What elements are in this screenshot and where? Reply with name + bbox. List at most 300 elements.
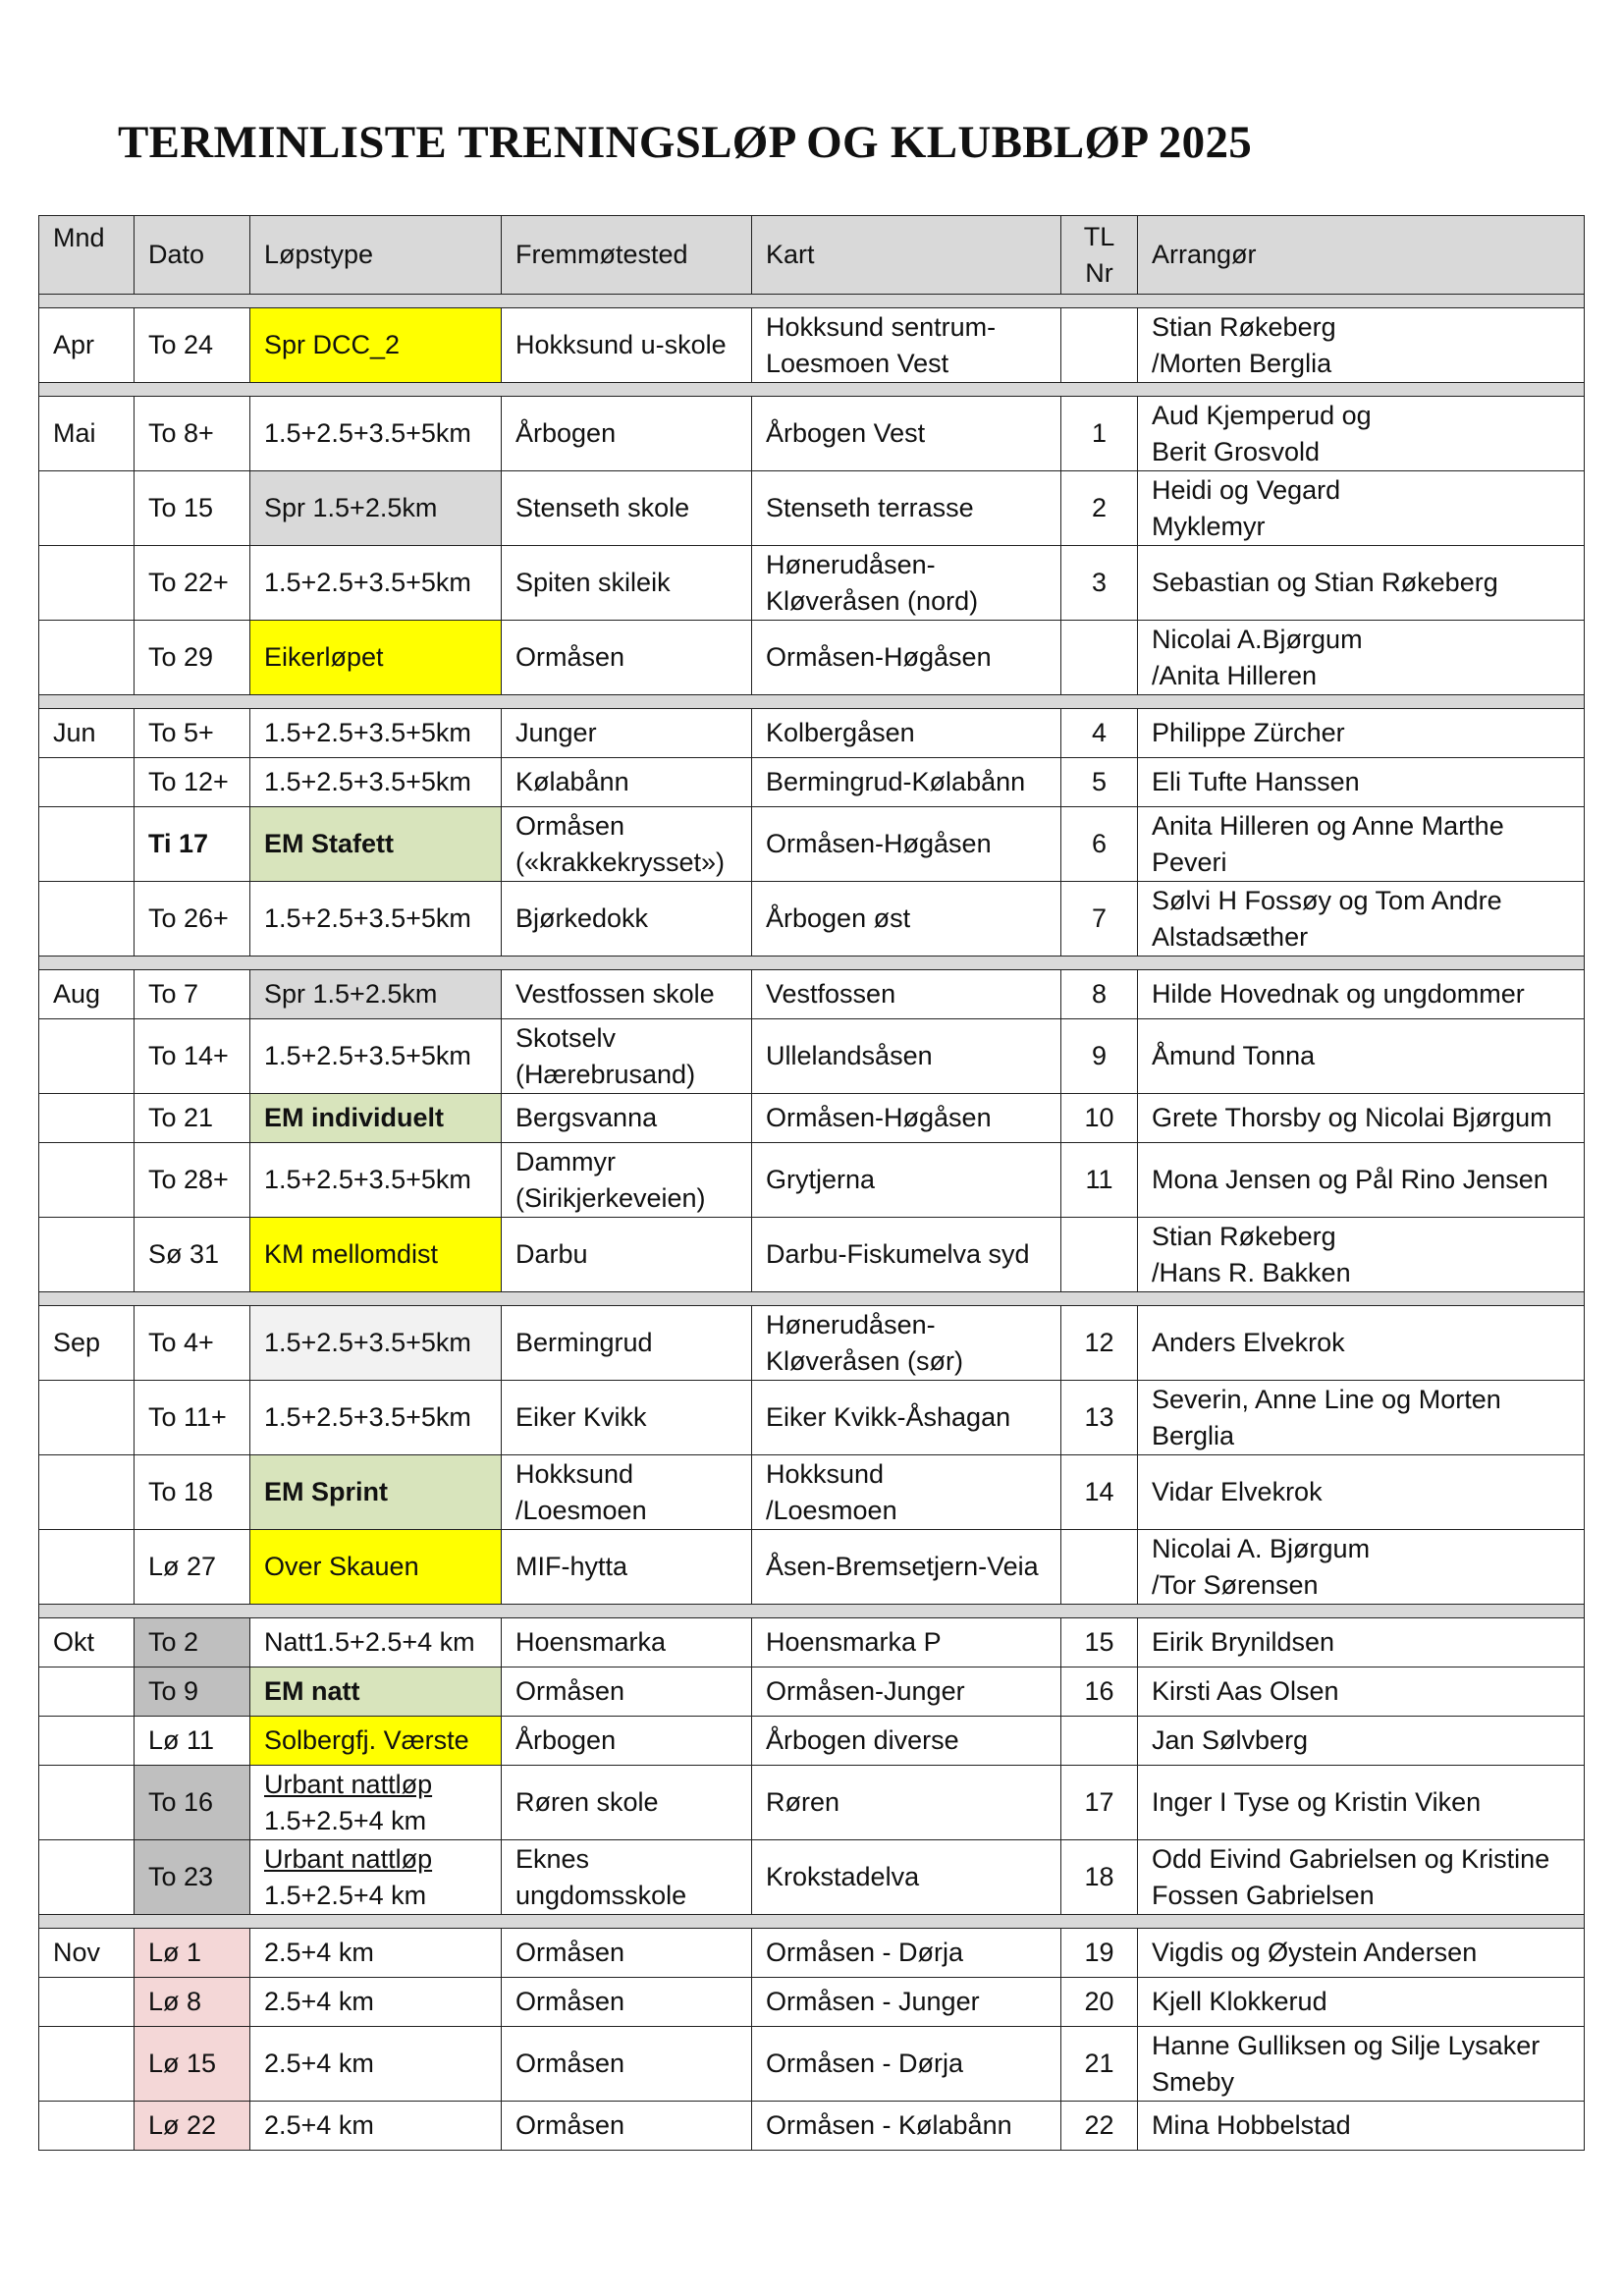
cell-kart-line: Hokksund bbox=[766, 1458, 885, 1489]
cell-lopstype-line: Over Skauen bbox=[264, 1552, 419, 1581]
cell-kart-line: Eiker Kvikk-Åshagan bbox=[766, 1402, 1011, 1432]
cell-kart-line: Hokksund sentrum- bbox=[766, 311, 997, 342]
cell-dato bbox=[135, 1530, 250, 1605]
cell-fremmotested bbox=[502, 1306, 752, 1381]
cell-fremmotested bbox=[502, 546, 752, 621]
cell-lopstype bbox=[250, 1306, 502, 1381]
cell-arrangor-line: Anita Hilleren og Anne Marthe bbox=[1152, 810, 1504, 841]
table-row bbox=[39, 1019, 1585, 1094]
cell-kart-line: Kløveråsen (nord) bbox=[766, 585, 979, 616]
cell-tl-nr bbox=[1061, 758, 1138, 807]
cell-fremmotested-line: /Loesmoen bbox=[515, 1495, 647, 1525]
cell-kart-line: Ormåsen-Junger bbox=[766, 1676, 965, 1706]
cell-tl-nr-line: 12 bbox=[1084, 1328, 1114, 1357]
cell-kart-line: Årbogen Vest bbox=[766, 418, 926, 448]
cell-tl-nr-line: 6 bbox=[1091, 829, 1108, 858]
cell-arrangor-line: Grete Thorsby og Nicolai Bjørgum bbox=[1152, 1103, 1552, 1132]
cell-arrangor bbox=[1138, 1717, 1585, 1766]
cell-fremmotested bbox=[502, 1618, 752, 1667]
separator-cell bbox=[39, 295, 1585, 308]
cell-dato bbox=[135, 397, 250, 471]
cell-dato bbox=[135, 621, 250, 695]
cell-arrangor-line: /Tor Sørensen bbox=[1152, 1569, 1319, 1600]
cell-lopstype-line: Spr 1.5+2.5km bbox=[264, 979, 438, 1009]
cell-fremmotested bbox=[502, 397, 752, 471]
table-row bbox=[39, 621, 1585, 695]
cell-lopstype-line: 2.5+4 km bbox=[264, 1987, 374, 2016]
cell-arrangor bbox=[1138, 1218, 1585, 1292]
cell-fremmotested bbox=[502, 1766, 752, 1840]
cell-kart bbox=[752, 970, 1061, 1019]
cell-kart bbox=[752, 709, 1061, 758]
cell-kart-line: Ormåsen-Høgåsen bbox=[766, 829, 992, 858]
cell-arrangor-line: Stian Røkeberg bbox=[1152, 311, 1336, 342]
cell-dato-line: To 21 bbox=[148, 1103, 214, 1132]
cell-kart bbox=[752, 1218, 1061, 1292]
cell-dato-line: Sø 31 bbox=[148, 1239, 220, 1269]
cell-lopstype-line: EM natt bbox=[264, 1676, 360, 1706]
cell-lopstype bbox=[250, 709, 502, 758]
cell-arrangor bbox=[1138, 308, 1585, 383]
cell-dato-line: To 8+ bbox=[148, 418, 214, 448]
cell-dato-line: Ti 17 bbox=[148, 829, 209, 858]
table-row bbox=[39, 1218, 1585, 1292]
cell-arrangor-line: Vigdis og Øystein Andersen bbox=[1152, 1938, 1478, 1967]
page-title: TERMINLISTE TRENINGSLØP OG KLUBBLØP 2025 bbox=[118, 117, 1253, 168]
cell-tl-nr-line: 18 bbox=[1084, 1862, 1114, 1891]
cell-lopstype bbox=[250, 397, 502, 471]
month-separator bbox=[39, 383, 1585, 397]
month-separator bbox=[39, 695, 1585, 709]
cell-fremmotested bbox=[502, 621, 752, 695]
cell-kart-line: Vestfossen bbox=[766, 979, 896, 1009]
header-dato: Dato bbox=[135, 216, 250, 295]
cell-dato-line: Lø 1 bbox=[148, 1938, 202, 1967]
cell-fremmotested bbox=[502, 1143, 752, 1218]
cell-kart-line: Loesmoen Vest bbox=[766, 348, 949, 378]
cell-tl-nr bbox=[1061, 1766, 1138, 1840]
cell-kart-line: Hønerudåsen- bbox=[766, 1309, 936, 1339]
cell-lopstype-line: 1.5+2.5+3.5+5km bbox=[264, 1165, 471, 1194]
cell-fremmotested bbox=[502, 1840, 752, 1915]
table-row bbox=[39, 882, 1585, 957]
cell-arrangor-line: Heidi og Vegard bbox=[1152, 474, 1341, 505]
table-row bbox=[39, 2102, 1585, 2151]
table-row bbox=[39, 1455, 1585, 1530]
separator-cell bbox=[39, 1292, 1585, 1306]
cell-arrangor-line: Kirsti Aas Olsen bbox=[1152, 1676, 1339, 1706]
cell-tl-nr bbox=[1061, 709, 1138, 758]
cell-lopstype bbox=[250, 1455, 502, 1530]
cell-arrangor bbox=[1138, 1094, 1585, 1143]
cell-dato bbox=[135, 1218, 250, 1292]
cell-mnd-line: Okt bbox=[53, 1627, 95, 1657]
cell-lopstype-line: EM individuelt bbox=[264, 1103, 445, 1132]
cell-mnd-line: Apr bbox=[53, 330, 95, 359]
header-tl: TL bbox=[1083, 221, 1115, 251]
cell-mnd bbox=[39, 1306, 135, 1381]
cell-lopstype-line: Spr DCC_2 bbox=[264, 330, 401, 359]
cell-dato-line: Lø 27 bbox=[148, 1552, 217, 1581]
cell-fremmotested bbox=[502, 709, 752, 758]
cell-arrangor-line: Mona Jensen og Pål Rino Jensen bbox=[1152, 1165, 1548, 1194]
cell-mnd bbox=[39, 1381, 135, 1455]
cell-dato bbox=[135, 1766, 250, 1840]
cell-fremmotested-line: Ormåsen bbox=[515, 1987, 625, 2016]
cell-dato bbox=[135, 882, 250, 957]
cell-kart-line: Darbu-Fiskumelva syd bbox=[766, 1239, 1030, 1269]
cell-lopstype-line: 1.5+2.5+4 km bbox=[264, 1880, 427, 1910]
cell-lopstype-line: 1.5+2.5+3.5+5km bbox=[264, 718, 471, 747]
cell-lopstype-line: Spr 1.5+2.5km bbox=[264, 493, 438, 522]
cell-tl-nr bbox=[1061, 1455, 1138, 1530]
cell-fremmotested bbox=[502, 1019, 752, 1094]
cell-tl-nr-line: 14 bbox=[1084, 1477, 1114, 1506]
cell-mnd bbox=[39, 882, 135, 957]
cell-dato-line: To 16 bbox=[148, 1787, 214, 1817]
cell-kart bbox=[752, 621, 1061, 695]
cell-tl-nr-line: 9 bbox=[1091, 1041, 1108, 1070]
cell-mnd bbox=[39, 308, 135, 383]
cell-dato bbox=[135, 1667, 250, 1717]
cell-dato bbox=[135, 709, 250, 758]
cell-mnd bbox=[39, 471, 135, 546]
cell-tl-nr bbox=[1061, 308, 1138, 383]
cell-arrangor bbox=[1138, 1530, 1585, 1605]
cell-arrangor bbox=[1138, 709, 1585, 758]
table-row bbox=[39, 1978, 1585, 2027]
cell-kart bbox=[752, 308, 1061, 383]
cell-fremmotested bbox=[502, 1978, 752, 2027]
cell-mnd bbox=[39, 546, 135, 621]
table-row bbox=[39, 970, 1585, 1019]
header-row bbox=[39, 216, 1585, 295]
cell-tl-nr-line: 15 bbox=[1084, 1627, 1114, 1657]
cell-dato-line: To 18 bbox=[148, 1477, 214, 1506]
cell-fremmotested-line: Ormåsen bbox=[515, 1938, 625, 1967]
table-row bbox=[39, 2027, 1585, 2102]
cell-tl-nr-line: 21 bbox=[1084, 2049, 1114, 2078]
cell-mnd bbox=[39, 1618, 135, 1667]
cell-tl-nr-line: 3 bbox=[1091, 568, 1108, 597]
cell-dato-line: To 2 bbox=[148, 1627, 199, 1657]
cell-arrangor bbox=[1138, 2102, 1585, 2151]
cell-fremmotested-line: (Hærebrusand) bbox=[515, 1059, 696, 1089]
cell-kart-line: Ormåsen - Dørja bbox=[766, 2049, 964, 2078]
cell-fremmotested-line: Junger bbox=[515, 718, 597, 747]
cell-dato bbox=[135, 1618, 250, 1667]
cell-dato bbox=[135, 758, 250, 807]
cell-kart bbox=[752, 1667, 1061, 1717]
cell-arrangor-line: Stian Røkeberg bbox=[1152, 1221, 1336, 1251]
cell-fremmotested-line: Bergsvanna bbox=[515, 1103, 658, 1132]
cell-fremmotested bbox=[502, 1929, 752, 1978]
cell-fremmotested-line: Bermingrud bbox=[515, 1328, 653, 1357]
cell-mnd-line: Aug bbox=[53, 979, 101, 1009]
cell-arrangor bbox=[1138, 1143, 1585, 1218]
cell-kart-line: Årbogen diverse bbox=[766, 1725, 959, 1755]
cell-arrangor-line: Berglia bbox=[1152, 1420, 1235, 1450]
cell-fremmotested bbox=[502, 758, 752, 807]
cell-lopstype bbox=[250, 471, 502, 546]
cell-dato-line: To 4+ bbox=[148, 1328, 214, 1357]
cell-lopstype-line: 1.5+2.5+3.5+5km bbox=[264, 568, 471, 597]
cell-dato bbox=[135, 1306, 250, 1381]
cell-kart bbox=[752, 1618, 1061, 1667]
cell-dato bbox=[135, 308, 250, 383]
cell-arrangor-line: Peveri bbox=[1152, 847, 1227, 877]
cell-tl-nr bbox=[1061, 1978, 1138, 2027]
table-row bbox=[39, 1766, 1585, 1840]
month-separator bbox=[39, 295, 1585, 308]
cell-lopstype bbox=[250, 1667, 502, 1717]
cell-arrangor-line: Aud Kjemperud og bbox=[1152, 400, 1372, 430]
cell-fremmotested bbox=[502, 1717, 752, 1766]
cell-fremmotested-line: Ormåsen bbox=[515, 2110, 625, 2140]
table-row bbox=[39, 1929, 1585, 1978]
cell-arrangor bbox=[1138, 397, 1585, 471]
cell-dato-line: To 11+ bbox=[148, 1402, 227, 1432]
cell-lopstype bbox=[250, 621, 502, 695]
cell-arrangor-line: Hilde Hovednak og ungdommer bbox=[1152, 979, 1525, 1009]
separator-cell bbox=[39, 383, 1585, 397]
cell-dato bbox=[135, 970, 250, 1019]
cell-lopstype bbox=[250, 758, 502, 807]
cell-kart-line: Ormåsen-Høgåsen bbox=[766, 642, 992, 672]
cell-tl-nr bbox=[1061, 1530, 1138, 1605]
cell-dato-line: To 29 bbox=[148, 642, 214, 672]
header-tl-nr bbox=[1061, 216, 1138, 295]
cell-fremmotested-line: Ormåsen bbox=[515, 810, 625, 841]
cell-tl-nr bbox=[1061, 546, 1138, 621]
cell-dato bbox=[135, 807, 250, 882]
cell-tl-nr-line: 5 bbox=[1091, 767, 1108, 796]
cell-dato-line: To 12+ bbox=[148, 767, 229, 796]
cell-lopstype bbox=[250, 1143, 502, 1218]
table-row bbox=[39, 397, 1585, 471]
cell-arrangor-line: Eli Tufte Hanssen bbox=[1152, 767, 1360, 796]
cell-fremmotested-line: Eknes bbox=[515, 1843, 590, 1874]
cell-arrangor-line: Sebastian og Stian Røkeberg bbox=[1152, 568, 1498, 597]
cell-lopstype-line: KM mellomdist bbox=[264, 1239, 439, 1269]
header-lopstype: Løpstype bbox=[250, 216, 502, 295]
cell-fremmotested-line: Røren skole bbox=[515, 1787, 659, 1817]
cell-dato bbox=[135, 546, 250, 621]
month-separator bbox=[39, 957, 1585, 970]
cell-arrangor-line: Severin, Anne Line og Morten bbox=[1152, 1384, 1501, 1414]
cell-lopstype-line: 1.5+2.5+3.5+5km bbox=[264, 903, 471, 933]
cell-dato-line: Lø 15 bbox=[148, 2049, 217, 2078]
cell-fremmotested-line: Skotselv bbox=[515, 1022, 617, 1053]
cell-fremmotested bbox=[502, 970, 752, 1019]
cell-lopstype bbox=[250, 1840, 502, 1915]
cell-kart-line: Stenseth terrasse bbox=[766, 493, 974, 522]
cell-lopstype-line: EM Sprint bbox=[264, 1477, 388, 1506]
cell-dato bbox=[135, 2027, 250, 2102]
cell-dato bbox=[135, 1381, 250, 1455]
table-row bbox=[39, 1306, 1585, 1381]
cell-kart bbox=[752, 1455, 1061, 1530]
cell-tl-nr-line: 8 bbox=[1091, 979, 1108, 1009]
cell-tl-nr-line: 10 bbox=[1084, 1103, 1114, 1132]
cell-tl-nr bbox=[1061, 1667, 1138, 1717]
cell-fremmotested-line: («krakkekrysset») bbox=[515, 847, 726, 877]
cell-mnd bbox=[39, 1978, 135, 2027]
cell-dato bbox=[135, 471, 250, 546]
cell-fremmotested bbox=[502, 308, 752, 383]
cell-arrangor-line: Kjell Klokkerud bbox=[1152, 1987, 1327, 2016]
cell-kart bbox=[752, 807, 1061, 882]
cell-tl-nr bbox=[1061, 1019, 1138, 1094]
schedule-body bbox=[39, 295, 1585, 2151]
cell-kart-line: Hønerudåsen- bbox=[766, 549, 936, 579]
month-separator bbox=[39, 1292, 1585, 1306]
cell-kart-line: Årbogen øst bbox=[766, 903, 911, 933]
cell-lopstype-line: 2.5+4 km bbox=[264, 1938, 374, 1967]
cell-mnd bbox=[39, 2027, 135, 2102]
cell-fremmotested-line: Hokksund u-skole bbox=[515, 330, 727, 359]
cell-kart-line: Kolbergåsen bbox=[766, 718, 915, 747]
cell-lopstype bbox=[250, 882, 502, 957]
cell-kart-line: Krokstadelva bbox=[766, 1862, 920, 1891]
cell-lopstype bbox=[250, 970, 502, 1019]
cell-arrangor bbox=[1138, 807, 1585, 882]
cell-tl-nr-line: 16 bbox=[1084, 1676, 1114, 1706]
cell-mnd bbox=[39, 1094, 135, 1143]
cell-mnd bbox=[39, 709, 135, 758]
cell-mnd bbox=[39, 1929, 135, 1978]
separator-cell bbox=[39, 1915, 1585, 1929]
cell-mnd bbox=[39, 1019, 135, 1094]
cell-arrangor bbox=[1138, 1929, 1585, 1978]
cell-arrangor bbox=[1138, 621, 1585, 695]
cell-fremmotested-line: Eiker Kvikk bbox=[515, 1402, 647, 1432]
cell-lopstype bbox=[250, 1530, 502, 1605]
cell-tl-nr-line: 13 bbox=[1084, 1402, 1114, 1432]
table-row bbox=[39, 471, 1585, 546]
cell-fremmotested-line: Dammyr bbox=[515, 1146, 616, 1176]
cell-lopstype bbox=[250, 1094, 502, 1143]
cell-kart bbox=[752, 546, 1061, 621]
header-nr: Nr bbox=[1085, 257, 1113, 288]
table-row bbox=[39, 1381, 1585, 1455]
cell-fremmotested-line: Vestfossen skole bbox=[515, 979, 715, 1009]
cell-tl-nr-line: 1 bbox=[1091, 418, 1108, 448]
cell-lopstype-line: 1.5+2.5+4 km bbox=[264, 1805, 427, 1835]
cell-lopstype bbox=[250, 1766, 502, 1840]
header-arrangor: Arrangør bbox=[1138, 216, 1585, 295]
cell-dato-line: Lø 22 bbox=[148, 2110, 217, 2140]
cell-lopstype-line: 1.5+2.5+3.5+5km bbox=[264, 1041, 471, 1070]
cell-kart-line: Ormåsen - Kølabånn bbox=[766, 2110, 1012, 2140]
cell-fremmotested-line: Bjørkedokk bbox=[515, 903, 649, 933]
table-row bbox=[39, 1143, 1585, 1218]
cell-fremmotested-line: ungdomsskole bbox=[515, 1880, 687, 1910]
cell-fremmotested-line: Årbogen bbox=[515, 1725, 617, 1755]
cell-lopstype bbox=[250, 1019, 502, 1094]
table-row bbox=[39, 807, 1585, 882]
cell-lopstype bbox=[250, 1978, 502, 2027]
cell-kart bbox=[752, 2102, 1061, 2151]
cell-arrangor-line: Anders Elvekrok bbox=[1152, 1328, 1345, 1357]
cell-arrangor-line: /Hans R. Bakken bbox=[1152, 1257, 1351, 1287]
cell-mnd bbox=[39, 1717, 135, 1766]
cell-fremmotested bbox=[502, 2027, 752, 2102]
cell-fremmotested-line: Hoensmarka bbox=[515, 1627, 667, 1657]
cell-lopstype bbox=[250, 1381, 502, 1455]
cell-kart bbox=[752, 882, 1061, 957]
cell-arrangor-line: Eirik Brynildsen bbox=[1152, 1627, 1335, 1657]
separator-cell bbox=[39, 957, 1585, 970]
cell-arrangor-line: Nicolai A. Bjørgum bbox=[1152, 1533, 1371, 1563]
cell-kart bbox=[752, 1978, 1061, 2027]
cell-arrangor bbox=[1138, 1667, 1585, 1717]
cell-dato-line: To 28+ bbox=[148, 1165, 229, 1194]
cell-dato bbox=[135, 1978, 250, 2027]
cell-dato-line: To 15 bbox=[148, 493, 214, 522]
cell-tl-nr-line: 20 bbox=[1084, 1987, 1114, 2016]
cell-dato bbox=[135, 2102, 250, 2151]
cell-tl-nr-line: 7 bbox=[1091, 903, 1108, 933]
cell-arrangor bbox=[1138, 1306, 1585, 1381]
cell-mnd bbox=[39, 1667, 135, 1717]
header-fremmotested: Fremmøtested bbox=[502, 216, 752, 295]
cell-mnd bbox=[39, 1218, 135, 1292]
cell-arrangor-line: Alstadsæther bbox=[1152, 921, 1309, 952]
cell-tl-nr-line: 2 bbox=[1091, 493, 1108, 522]
cell-tl-nr bbox=[1061, 397, 1138, 471]
cell-lopstype-line: 1.5+2.5+3.5+5km bbox=[264, 1328, 471, 1357]
cell-mnd bbox=[39, 1840, 135, 1915]
cell-arrangor bbox=[1138, 970, 1585, 1019]
header-mnd: Mnd bbox=[39, 216, 135, 295]
cell-dato-line: Lø 11 bbox=[148, 1725, 215, 1755]
cell-kart-line: Hoensmarka P bbox=[766, 1627, 942, 1657]
cell-lopstype-line: 2.5+4 km bbox=[264, 2110, 374, 2140]
header-kart: Kart bbox=[752, 216, 1061, 295]
cell-kart-line: Røren bbox=[766, 1787, 840, 1817]
cell-fremmotested-line: Hokksund bbox=[515, 1458, 634, 1489]
table-row bbox=[39, 1094, 1585, 1143]
cell-mnd bbox=[39, 397, 135, 471]
cell-mnd-line: Nov bbox=[53, 1938, 101, 1967]
cell-arrangor-line: Vidar Elvekrok bbox=[1152, 1477, 1323, 1506]
cell-arrangor-line: Inger I Tyse og Kristin Viken bbox=[1152, 1787, 1482, 1817]
cell-mnd bbox=[39, 1455, 135, 1530]
cell-arrangor bbox=[1138, 1978, 1585, 2027]
cell-lopstype bbox=[250, 2102, 502, 2151]
cell-fremmotested-line: Ormåsen bbox=[515, 1676, 625, 1706]
cell-lopstype bbox=[250, 546, 502, 621]
cell-arrangor-line: Fossen Gabrielsen bbox=[1152, 1880, 1375, 1910]
cell-fremmotested bbox=[502, 2102, 752, 2151]
cell-mnd bbox=[39, 807, 135, 882]
cell-arrangor-line: Åmund Tonna bbox=[1152, 1041, 1316, 1070]
cell-arrangor bbox=[1138, 1455, 1585, 1530]
cell-lopstype-line: Eikerløpet bbox=[264, 642, 384, 672]
cell-arrangor-line: Sølvi H Fossøy og Tom Andre bbox=[1152, 885, 1502, 915]
cell-tl-nr bbox=[1061, 471, 1138, 546]
month-separator bbox=[39, 1605, 1585, 1618]
cell-kart-line: Ormåsen-Høgåsen bbox=[766, 1103, 992, 1132]
cell-lopstype bbox=[250, 1929, 502, 1978]
cell-lopstype bbox=[250, 308, 502, 383]
cell-kart-line: Kløveråsen (sør) bbox=[766, 1345, 964, 1376]
cell-arrangor-line: Mina Hobbelstad bbox=[1152, 2110, 1351, 2140]
cell-lopstype bbox=[250, 807, 502, 882]
table-row bbox=[39, 308, 1585, 383]
cell-mnd bbox=[39, 1530, 135, 1605]
